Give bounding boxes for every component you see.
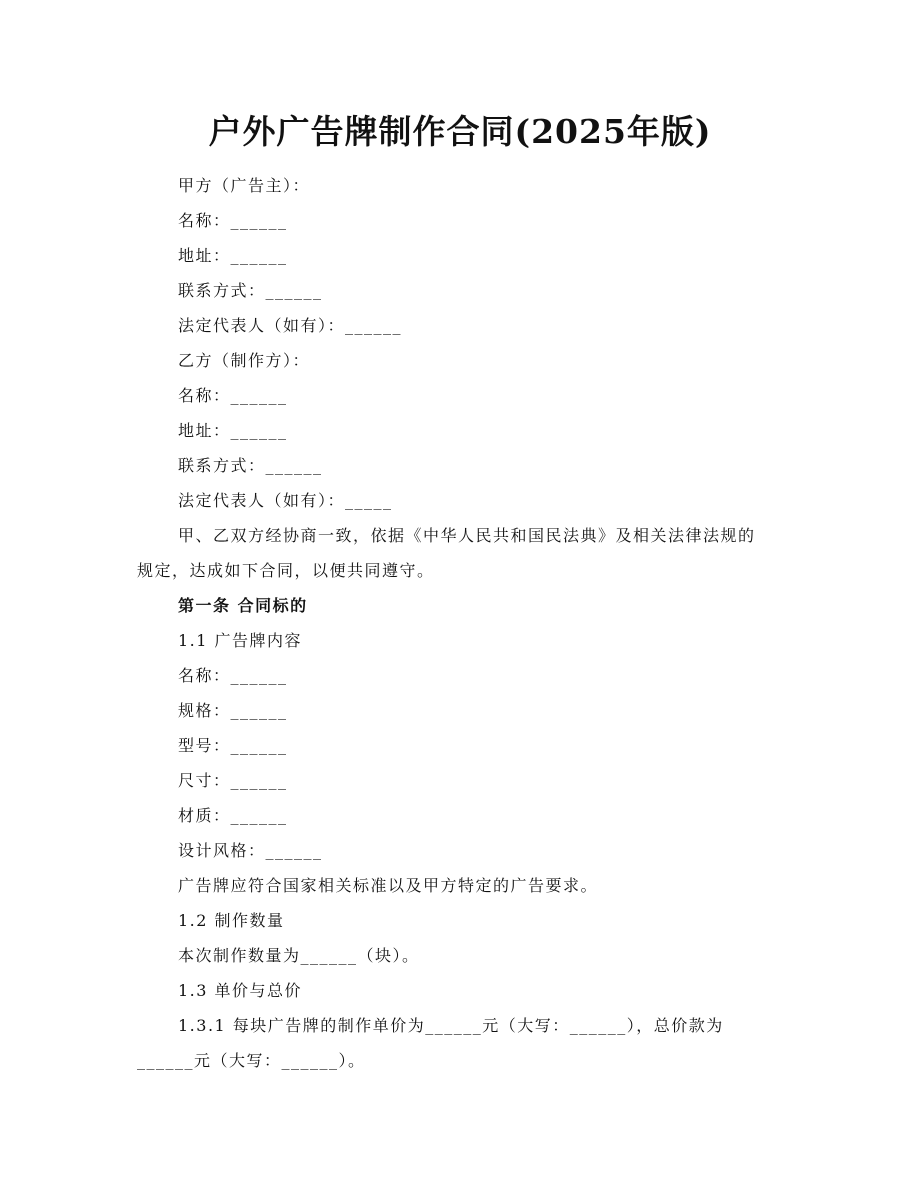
party-a-address: 地址：______ xyxy=(178,246,288,265)
billboard-size: 尺寸：______ xyxy=(178,771,288,790)
billboard-name: 名称：______ xyxy=(178,666,288,685)
price-line-2: ______元（大写：______）。 xyxy=(137,1051,366,1070)
section-1-2-heading: 1.2 制作数量 xyxy=(178,911,285,930)
billboard-style: 设计风格：______ xyxy=(178,841,323,860)
billboard-spec: 规格：______ xyxy=(178,701,288,720)
billboard-requirement: 广告牌应符合国家相关标准以及甲方特定的广告要求。 xyxy=(178,876,599,895)
production-quantity: 本次制作数量为______（块）。 xyxy=(178,946,420,965)
billboard-material: 材质：______ xyxy=(178,806,288,825)
party-b-legal-rep: 法定代表人（如有）：_____ xyxy=(178,491,393,510)
section-1-3-heading: 1.3 单价与总价 xyxy=(178,981,303,1000)
billboard-model: 型号：______ xyxy=(178,736,288,755)
party-b-contact: 联系方式：______ xyxy=(178,456,323,475)
article-1-heading: 第一条 合同标的 xyxy=(178,596,308,615)
party-b-name: 名称：______ xyxy=(178,386,288,405)
document-title: 户外广告牌制作合同(2025年版) xyxy=(208,112,712,151)
preamble-line-1: 甲、乙双方经协商一致，依据《中华人民共和国民法典》及相关法律法规的 xyxy=(178,526,756,545)
price-line-1: 1.3.1 每块广告牌的制作单价为______元（大写：______），总价款为 xyxy=(178,1016,724,1035)
party-a-name: 名称：______ xyxy=(178,211,288,230)
party-b-heading: 乙方（制作方）： xyxy=(178,351,311,370)
section-1-1-heading: 1.1 广告牌内容 xyxy=(178,631,303,650)
party-b-address: 地址：______ xyxy=(178,421,288,440)
party-a-contact: 联系方式：______ xyxy=(178,281,323,300)
party-a-legal-rep: 法定代表人（如有）：______ xyxy=(178,316,403,335)
party-a-heading: 甲方（广告主）： xyxy=(178,176,311,195)
preamble-line-2: 规定，达成如下合同，以便共同遵守。 xyxy=(137,561,435,580)
